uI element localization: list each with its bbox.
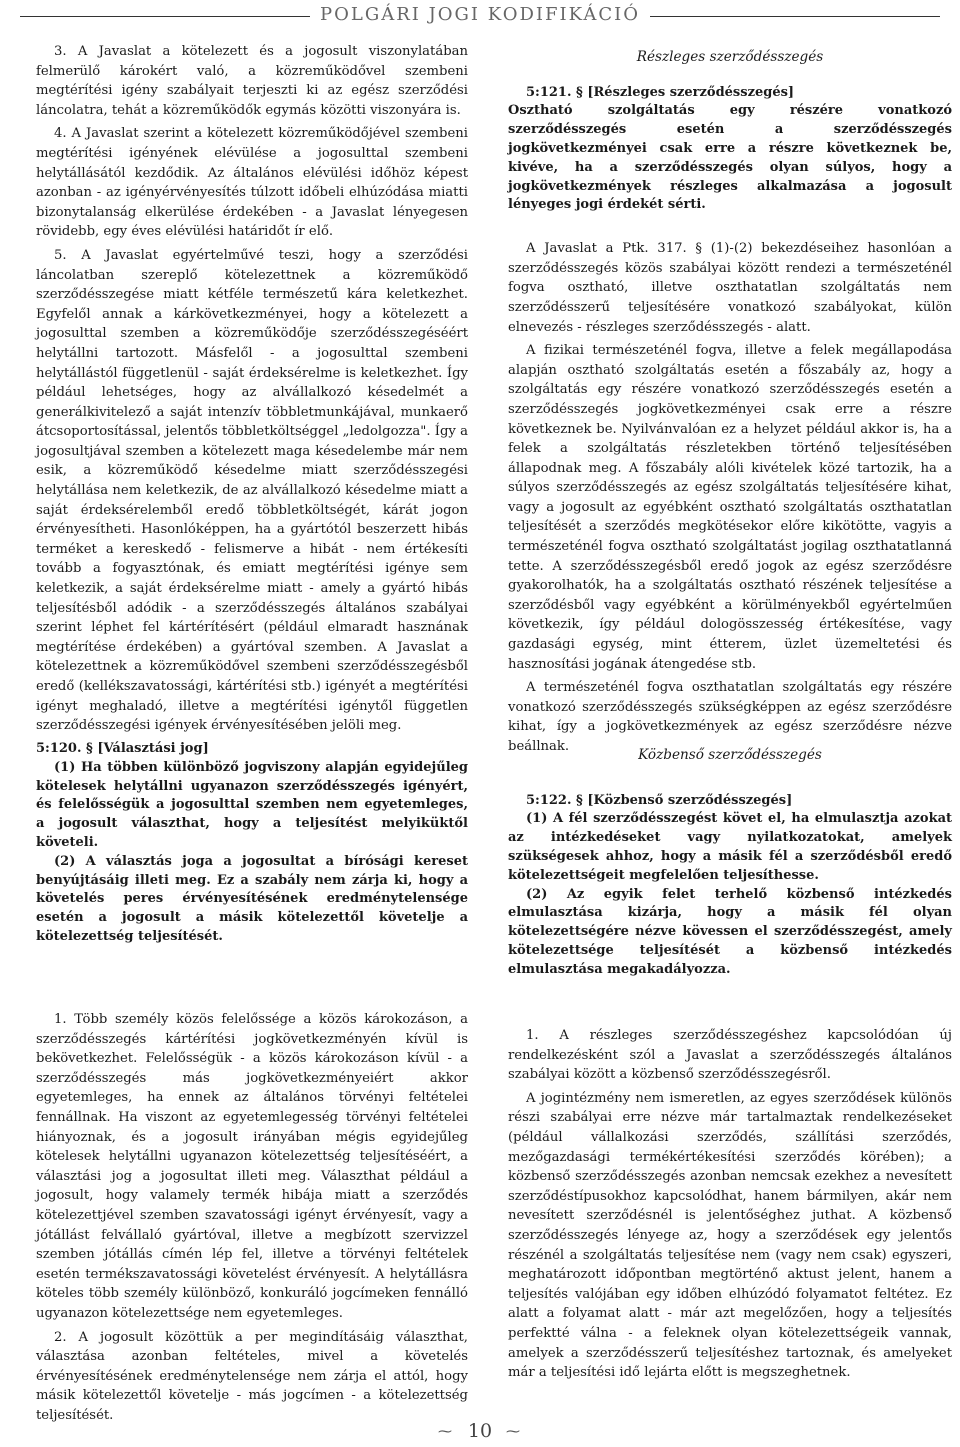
law-paragraph: (1) A fél szerződésszegést követ el, ha elmulasztja azokat az intézkedéseket vagy nyilatkozatokat, amelyek szükségesek ahhoz, hogy a másik fél a szerződésből eredő kötelezettségeit megfelelően teljesíthesse. [508, 811, 952, 883]
header-rule-left [20, 16, 310, 17]
law-paragraph: (2) Az egyik felet terhelő közbenső intézkedés elmulasztása kizárja, hogy a másik fél olyan kötelezettségére nézve kövessen el szerződésszegést, amely kötelezettsége teljesítését a közbenső intézkedés elmulasztása megakadályozza. [508, 886, 952, 977]
law-heading: 5:120. § [Választási jog] [36, 741, 209, 756]
ornament-right-icon: ⁓ [506, 1424, 520, 1440]
header-title: POLGÁRI JOGI KODIFIKÁCIÓ [320, 4, 640, 25]
running-header [0, 0, 960, 34]
law-text: Osztható szolgáltatás egy részére vonatkozó szerződésszegés esetén a szerződésszegés jogkövetkezményei csak erre a részre következnek be, kivéve, ha a szerződésszegés olyan súlyos, hogy a jogkövetkezmények részleges alkalmazása a jogosult lényeges jogi érdekét sérti. [508, 103, 952, 213]
commentary-paragraph: A fizikai természeténél fogva, illetve a felek megállapodása alapján osztható szolgáltatás esetén a főszabály az, hogy a szolgáltatás egy részére vonatkozó szerződésszegés esetén a szerződésszegés jogkövetkezményei csak erre a részre következnek be. Nyilvánvalóan ez a helyzet például akkor is, ha a felek a szolgáltatás részletekben történő teljesítésében állapodnak meg. A főszabály alóli kivételek közé tartozik, ha a súlyos szerződésszegés az egész szolgáltatás teljesítésére kihat, vagy a jogosult az egyébként osztható szolgáltatás oszthatatlan teljesítését a szerződés megkötésekor előre kikötötte, vagyis a természeténél fogva osztható szolgáltatást jogilag oszthatatlanná tette. A szerződésszegésből eredő jogok az egész szerződésre gyakorolhatók, ha a szolgáltatás osztható részének teljesítése a szerződésből vagy egyébként a körülményekből egyértelműen következik, így például dologösszesség értékesítése, vagy gazdasági egység, mint étterem, üzlet üzemeltetési és hasznosítási jogának átengedése stb. [508, 343, 952, 672]
right-column-bottom [508, 1026, 952, 1383]
commentary-paragraph: 2. A jogosult közöttük a per megindításáig választhat, választása azonban feltételes, mivel a követelés érvényesítésének eredménytelensége nem zárja el attól, hogy másik kötelezettől követelje - más jogcímen - a kötelezettség teljesítését. [36, 1329, 468, 1423]
right-column-top [508, 48, 952, 757]
section-title: Részleges szerződésszegés [636, 49, 824, 65]
commentary-paragraph: 1. Több személy közös felelőssége a közös károkozáson, a szerződésszegés kártérítési jogkövetkezményén kívül is bekövetkezhet. Felelősségük - a közös károkozáson kívül - a szerződésszegés más jogkövetkezményeiért akkor egyetemleges, ha ennek az általános törvényi feltételei fennállnak. Ha viszont az egyetemlegesség törvényi feltételei hiányoznak, és a jogosult irányában mégis egyidejűleg kötelesek helytállni ugyanazon kötelezettség teljesítéséért, a választási jog a jogosultat illeti meg. Választhat például a jogosult, hogy valamely termék hibája miatt a szerződés kötelezettjével szemben szavatossági igényt érvényesít, vagy a jótállást felvállaló gyártóval, illetve a megbízott szervizzel szemben jótállás címén lép fel, illetve a törvényi feltételek esetén termékszavatossági követelést érvényesít. A helytállásra köteles több személy különböző, konkuráló jogcímeken fennálló ugyanazon kötelezettsége nem egyetemleges. [36, 1012, 468, 1321]
commentary-paragraph: A jogintézmény nem ismeretlen, az egyes szerződések különös részi szabályai erre nézve már tartalmaztak rendelkezéseket (például vállalkozási szerződés, szállítási szerződés, mezőgazdasági termékértékesítési szerződés körében); a közbenső szerződésszegés azonban nemcsak ezekhez a nevesített szerződéstípusokhoz kapcsolódhat, hanem bármilyen, akár nem nevesített szerződésnél is jelentőséghez juthat. A közbenső szerződésszegés lényege az, hogy a szerződések egy jelentős részénél a szolgáltatás teljesítése nem (vagy nem csak) egyszeri, meghatározott időpontban megtörténő aktust jelent, hanem a teljesítés valójában egy időben elhúzódó folyamatot feltétez. Ez alatt a folyamat alatt - már azt megelőzően, hogy a teljesítés perfektté válna - a feleknek olyan kötelezettségeik vannak, amelyek a szerződésszerű teljesítéshez tartoznak, és amelyeket már a teljesítési idő lejárta előtt is megszeghetnek. [508, 1090, 952, 1381]
commentary-paragraph: A természeténél fogva oszthatatlan szolgáltatás egy részére vonatkozó szerződésszegés szükségképpen az egész szerződésre kihat, így a jogkövetkezmények az egész szerződésre nézve beállnak. [508, 680, 952, 755]
law-body [508, 792, 952, 980]
law-paragraph: (1) Ha többen különböző jogviszony alapján egyidejűleg kötelesek helytállni ugyanazon szerződésszegés igényért, és felelősségük a jogosulttal szemben nem egyetemleges, a jogosult választhat, hogy a teljesítést melyiküktől követeli. [36, 759, 468, 850]
commentary-paragraph: 3. A Javaslat a kötelezett és a jogosult viszonylatában felmerülő károkért való, a közreműködővel szembeni megtérítési igény szabályait terjeszti ki az egész szerződési láncolatra, tehát a közreműködők egymás közötti viszonyára is. [36, 44, 468, 118]
commentary-paragraph: 1. A részleges szerződésszegéshez kapcsolódóan új rendelkezésként szól a Javaslat a szerződésszegés általános szabályai között a közbenső szerződésszegésről. [508, 1028, 952, 1083]
header-rule-right [650, 16, 940, 17]
commentary-paragraph: 4. A Javaslat szerint a kötelezett közreműködőjével szembeni megtérítési igényének elévülése a jogosulttal szembeni helytállásától kezdődik. Az általános elévülési időhöz képest azonban - az igényérvényesítés túlzott időbeli elhúzódása miatti bizonytalanság elkerülése érdekében - a Javaslat lényegesen rövidebb, egy éves elévülési határidőt ír elő. [36, 126, 468, 240]
page-footer [0, 1418, 960, 1447]
law-article-5-121 [508, 84, 952, 216]
page-number: 10 [467, 1420, 493, 1442]
law-article-5-122 [508, 746, 952, 980]
left-column-bottom [36, 1010, 468, 1425]
law-article-5-120 [36, 740, 468, 947]
ornament-left-icon: ⁓ [438, 1424, 452, 1440]
law-paragraph: (2) A választás joga a jogosultat a bírósági kereset benyújtásáig illeti meg. Ez a szabály nem zárja ki, hogy a követelés peres érvényesítésének eredménytelensége esetén a jogosult a másik kötelezettől követelje a kötelezettség teljesítését. [36, 853, 468, 944]
law-heading: 5:121. § [Részleges szerződésszegés] [526, 84, 795, 100]
commentary-paragraph: 5. A Javaslat egyértelművé teszi, hogy a szerződési láncolatban szereplő kötelezettnek a közreműködő szerződésszegése miatt kétféle természetű kára keletkezhet. Egyfelől annak a kárkövetkezményei, hogy a kötelezett a jogosulttal szemben a közreműködője szerződésszegéséért helytállni tartozott. Másfelől - a jogosulttal szembeni helytállástól függetlenül - saját érdeksérelme is keletkezhet. Így például lehetséges, hogy az alvállalkozó késedelmét a generálkivitelező a saját intenzív többletmunkájával, munkaerő átcsoportosítással, jelentős többletköltséggel „ledolgozza". Így a jogosultjával szemben a kötelezett maga késedelembe már nem esik, a közreműködő késedelme miatt szerződésszegési helytállása nem keletkezik, de az alvállalkozó késedelme miatt a saját érdeksérelemből eredő többletköltségét, kárát jogon érvényesítheti. Hasonlóképpen, ha a gyártótól beszerzett hibás terméket a kereskedő - felismerve a hibát - nem értékesíti tovább a fogyasztónak, és emiatt megtérítési igénye sem keletkezik, a saját érdeksérelme miatt - amely a gyártó hibás teljesítésből adódik - a szerződésszegés általános szabályai szerint léphet fel kártérítésért (például elmaradt hasznának megtérítése érdekében) a gyártóval szemben. A Javaslat a kötelezettnek a közreműködővel szembeni szerződésszegésből eredő (kellékszavatossági, kártérítési stb.) igényét a megtérítési igényt meghaladó, illetve a megtérítési igénytől független szerződésszegési igények érvényesítésében jelöli meg. [36, 247, 468, 734]
left-column-top [36, 42, 468, 736]
law-heading: 5:122. § [Közbenső szerződésszegés] [526, 792, 793, 808]
section-title: Közbenső szerződésszegés [638, 747, 822, 763]
commentary-paragraph: A Javaslat a Ptk. 317. § (1)-(2) bekezdéseihez hasonlóan a szerződésszegés közös szabályai között rendezi a természeténél fogva osztható, illetve oszthatatlan szolgáltatás nem szerződésszerű teljesítésére vonatkozó szabályokat, külön elnevezés - részleges szerződésszegés - alatt. [508, 241, 952, 335]
